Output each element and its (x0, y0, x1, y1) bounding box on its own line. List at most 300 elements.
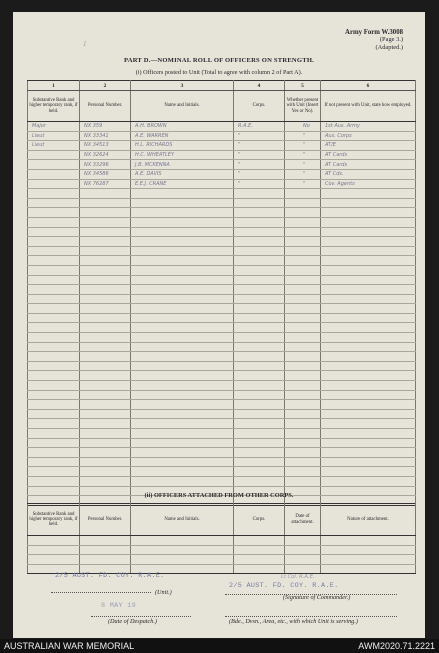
table-cell (321, 361, 416, 371)
table-cell (285, 275, 321, 285)
table-row (28, 150, 416, 160)
table-cell (28, 333, 80, 343)
table-cell (131, 381, 234, 391)
officers-on-strength-table (27, 80, 416, 506)
table-cell (234, 564, 285, 574)
table-cell (321, 419, 416, 429)
table-cell (28, 217, 80, 227)
table-cell (234, 457, 285, 467)
table-cell (80, 285, 131, 295)
table-cell (321, 555, 416, 565)
table-cell (234, 400, 285, 410)
table-row (28, 198, 416, 208)
table-cell (285, 381, 321, 391)
table-cell (321, 409, 416, 419)
date-stamp: 8 MAY 19 (101, 602, 137, 610)
table-cell (80, 419, 131, 429)
footer-bar (0, 639, 439, 653)
table-cell (285, 208, 321, 218)
table-cell (131, 275, 234, 285)
table-cell (321, 217, 416, 227)
table-cell (28, 169, 80, 179)
header-employment: If not present with Unit, state how employed. (321, 91, 416, 122)
table-cell (321, 390, 416, 400)
col-number: 2 (80, 81, 131, 91)
part-title: PART D.—NOMINAL ROLL OF OFFICERS ON STRENGTH. (124, 57, 314, 64)
table-cell (234, 536, 285, 546)
table-cell (285, 323, 321, 333)
table-row (28, 265, 416, 275)
table-cell: H.L. RICHARDS (131, 141, 234, 151)
table-cell (285, 536, 321, 546)
table-row (28, 381, 416, 391)
table-cell (28, 448, 80, 458)
commander-stamp: 2/5 AUST. FD. COY. R.A.E. (229, 582, 339, 590)
table-cell (321, 198, 416, 208)
table-cell: " (285, 179, 321, 189)
table-cell (234, 198, 285, 208)
table-cell (285, 448, 321, 458)
table-row (28, 400, 416, 410)
table-cell: NX 34513 (80, 141, 131, 151)
table-cell (28, 352, 80, 362)
table-cell (80, 227, 131, 237)
part-subtitle: (i) Officers posted to Unit (Total to agree with column 2 of Part A). (135, 69, 303, 76)
table-cell: " (234, 160, 285, 170)
table-row (28, 217, 416, 227)
table-cell (285, 352, 321, 362)
table-row (28, 409, 416, 419)
table-row (28, 390, 416, 400)
table-cell: R.A.E. (234, 122, 285, 132)
table-cell (285, 285, 321, 295)
table-row (28, 208, 416, 218)
table-cell: NX 32624 (80, 150, 131, 160)
table-cell (234, 217, 285, 227)
table-cell (285, 419, 321, 429)
table-cell (285, 237, 321, 247)
col-number: 5 (285, 81, 321, 91)
table-cell (80, 217, 131, 227)
table-cell (131, 313, 234, 323)
table-cell (131, 536, 234, 546)
table-cell (131, 352, 234, 362)
pencil-mark: 1 (83, 40, 87, 48)
table-cell (321, 342, 416, 352)
table-cell (28, 400, 80, 410)
table-cell (234, 371, 285, 381)
table-row (28, 361, 416, 371)
table-cell: " (285, 141, 321, 151)
table-cell (234, 467, 285, 477)
header-rank: Substantive Rank and higher temporary rank, if held. (28, 504, 80, 536)
table-cell (234, 555, 285, 565)
col-number: 3 (131, 81, 234, 91)
table-cell (131, 429, 234, 439)
table-cell: " (234, 131, 285, 141)
table-row (28, 342, 416, 352)
table-cell (234, 208, 285, 218)
column-header-row (28, 91, 416, 122)
table-cell (321, 476, 416, 486)
table-cell (80, 448, 131, 458)
table-cell (80, 323, 131, 333)
table-cell: " (234, 150, 285, 160)
table-cell (80, 467, 131, 477)
table-cell (234, 333, 285, 343)
attached-header-row (28, 504, 416, 536)
unit-line (51, 592, 151, 593)
table-cell: " (285, 131, 321, 141)
table-cell (28, 555, 80, 565)
table-cell (80, 256, 131, 266)
table-cell (321, 467, 416, 477)
table-row (28, 323, 416, 333)
table-cell (234, 352, 285, 362)
table-cell (131, 419, 234, 429)
table-cell (28, 160, 80, 170)
table-cell (321, 304, 416, 314)
header-corps: Corps. (234, 504, 285, 536)
table-cell: " (234, 141, 285, 151)
table-cell (131, 265, 234, 275)
table-cell (28, 150, 80, 160)
table-cell (80, 333, 131, 343)
unit-label: (Unit.) (155, 589, 172, 596)
table-row (28, 160, 416, 170)
table-row (28, 179, 416, 189)
table-cell (131, 237, 234, 247)
table-cell: " (285, 150, 321, 160)
table-cell: " (234, 179, 285, 189)
header-personal-number: Personal Number. (80, 504, 131, 536)
table-cell: NX 76287 (80, 179, 131, 189)
table-cell (80, 438, 131, 448)
table-cell: NX 34586 (80, 169, 131, 179)
table-cell (321, 208, 416, 218)
table-cell (131, 294, 234, 304)
table-cell (131, 361, 234, 371)
table-row (28, 333, 416, 343)
table-cell (234, 313, 285, 323)
table-cell (285, 476, 321, 486)
table-cell (234, 189, 285, 199)
table-cell (80, 409, 131, 419)
table-row (28, 438, 416, 448)
section-2-title: (ii) OFFICERS ATTACHED FROM OTHER CORPS. (144, 492, 294, 499)
table-cell (28, 275, 80, 285)
table-cell (321, 371, 416, 381)
table-cell: AT Cards (321, 160, 416, 170)
table-cell (80, 352, 131, 362)
table-cell (285, 545, 321, 555)
table-cell (234, 381, 285, 391)
table-cell (234, 438, 285, 448)
table-cell (234, 390, 285, 400)
table-cell (80, 457, 131, 467)
table-cell: E.E.J. CRANE (131, 179, 234, 189)
table-cell (285, 256, 321, 266)
table-cell (131, 198, 234, 208)
table-cell (321, 189, 416, 199)
table-cell: A.E. WARREN (131, 131, 234, 141)
footer-accession: AWM2020.71.2221 (358, 641, 435, 651)
table-cell (28, 381, 80, 391)
table-cell (80, 536, 131, 546)
form-page (13, 12, 425, 638)
table-cell (285, 409, 321, 419)
table-row (28, 285, 416, 295)
table-row (28, 275, 416, 285)
table-cell (28, 438, 80, 448)
table-cell: " (285, 160, 321, 170)
table-cell (80, 294, 131, 304)
table-cell (28, 390, 80, 400)
table-cell (131, 390, 234, 400)
table-cell (28, 198, 80, 208)
table-cell (131, 217, 234, 227)
table-cell (131, 457, 234, 467)
table-cell (131, 448, 234, 458)
table-cell (321, 448, 416, 458)
attached-table-body (28, 536, 416, 574)
table-cell (28, 208, 80, 218)
table-cell (234, 323, 285, 333)
table-cell (285, 438, 321, 448)
table-row (28, 457, 416, 467)
table-cell (321, 294, 416, 304)
table-cell (285, 198, 321, 208)
table-cell (234, 246, 285, 256)
table-row (28, 294, 416, 304)
table-cell (285, 457, 321, 467)
table-cell (234, 429, 285, 439)
table-cell (321, 545, 416, 555)
table-cell (28, 227, 80, 237)
table-cell (285, 400, 321, 410)
table-cell (28, 536, 80, 546)
footer-source: AUSTRALIAN WAR MEMORIAL (4, 641, 135, 651)
table-cell (321, 536, 416, 546)
header-present: Whether present with Unit (Insert Yes or No). (285, 91, 321, 122)
table-row (28, 352, 416, 362)
bde-line (225, 616, 397, 617)
table-cell (80, 275, 131, 285)
table-cell (321, 237, 416, 247)
table-cell (131, 256, 234, 266)
table-cell: NX 359 (80, 122, 131, 132)
commander-handwriting: Lt Col. R.A.E. (281, 574, 315, 580)
table-cell (234, 409, 285, 419)
col-number: 4 (234, 81, 285, 91)
table-cell (285, 361, 321, 371)
table-cell (28, 256, 80, 266)
table-row (28, 246, 416, 256)
table-cell (131, 285, 234, 295)
table-cell: J.B. MCKENNA (131, 160, 234, 170)
table-row (28, 371, 416, 381)
header-rank: Substantive Rank and higher temporary rank, if held. (28, 91, 80, 122)
column-number-row (28, 81, 416, 91)
table-cell (131, 545, 234, 555)
table-row (28, 313, 416, 323)
table-row (28, 131, 416, 141)
table-cell (28, 265, 80, 275)
table-cell (28, 304, 80, 314)
table-row (28, 256, 416, 266)
table-cell: " (234, 169, 285, 179)
table-cell (80, 429, 131, 439)
table-cell (285, 227, 321, 237)
table-cell (80, 555, 131, 565)
table-cell (234, 361, 285, 371)
form-adapted-note: (Adapted.) (375, 43, 403, 51)
table-cell (28, 179, 80, 189)
form-page-number: (Page 3.) (379, 36, 403, 44)
table-cell (80, 476, 131, 486)
table-cell (131, 246, 234, 256)
table-cell: Major (28, 122, 80, 132)
table-cell (321, 429, 416, 439)
table-cell (321, 285, 416, 295)
table-cell (28, 342, 80, 352)
form-identifier (345, 29, 403, 51)
table-cell (321, 438, 416, 448)
table-cell: NX 33341 (80, 131, 131, 141)
table-cell (28, 237, 80, 247)
table-cell (28, 313, 80, 323)
table-cell: 1st Aus. Army (321, 122, 416, 132)
table-cell: Lieut (28, 131, 80, 141)
table-cell: AT Cds. (321, 169, 416, 179)
table-cell (80, 381, 131, 391)
table-cell (28, 545, 80, 555)
col-number: 6 (321, 81, 416, 91)
table-cell (321, 265, 416, 275)
table-cell (321, 313, 416, 323)
table-cell (131, 208, 234, 218)
table-cell (131, 476, 234, 486)
header-corps: Corps. (234, 91, 285, 122)
table-cell (80, 342, 131, 352)
table-cell (285, 342, 321, 352)
table-cell (234, 448, 285, 458)
table-row (28, 419, 416, 429)
bde-label: (Bde., Dvsn., Area, etc., with which Unit is serving.) (229, 618, 358, 625)
table-cell (321, 457, 416, 467)
table-cell (28, 246, 80, 256)
table-row (28, 304, 416, 314)
table-cell (28, 361, 80, 371)
table-cell (321, 381, 416, 391)
table-cell (131, 400, 234, 410)
table-cell: AT/E (321, 141, 416, 151)
table-cell (131, 409, 234, 419)
table-row (28, 141, 416, 151)
table-cell (28, 371, 80, 381)
table-cell: A.E. DAVIS (131, 169, 234, 179)
table-cell (285, 390, 321, 400)
table-cell: AT Cards (321, 150, 416, 160)
table-cell (285, 333, 321, 343)
table-cell (28, 294, 80, 304)
table-cell (234, 265, 285, 275)
table-cell (321, 400, 416, 410)
table-cell (80, 237, 131, 247)
table-cell (28, 189, 80, 199)
table-row (28, 237, 416, 247)
table-cell (80, 390, 131, 400)
table-cell (321, 323, 416, 333)
table-cell (285, 189, 321, 199)
table-cell: NX 33296 (80, 160, 131, 170)
table-cell (80, 400, 131, 410)
table-cell (234, 294, 285, 304)
table-cell (234, 545, 285, 555)
table-cell (28, 409, 80, 419)
table-cell (234, 304, 285, 314)
table-row (28, 189, 416, 199)
table-cell (131, 189, 234, 199)
header-date-attachment: Date of attachment. (285, 504, 321, 536)
header-personal-number: Personal Number. (80, 91, 131, 122)
table-cell (28, 429, 80, 439)
table-cell (234, 342, 285, 352)
header-name: Name and Initials. (131, 91, 234, 122)
table-cell (131, 333, 234, 343)
table-cell (80, 361, 131, 371)
table-cell: Cov. Agents (321, 179, 416, 189)
header-name: Name and Initials. (131, 504, 234, 536)
table-cell (285, 555, 321, 565)
table-cell (28, 467, 80, 477)
table-cell (80, 304, 131, 314)
table-cell: H.C. WHEATLEY (131, 150, 234, 160)
table-cell: Lieut (28, 141, 80, 151)
table-cell (131, 323, 234, 333)
table-cell (28, 285, 80, 295)
table-cell (285, 467, 321, 477)
table-cell (131, 467, 234, 477)
table-cell (131, 371, 234, 381)
table-cell (285, 371, 321, 381)
table-row (28, 122, 416, 132)
table-cell (80, 246, 131, 256)
table-cell (80, 313, 131, 323)
commander-label: (Signature of Commander.) (283, 594, 351, 601)
table-cell (131, 227, 234, 237)
table-cell (285, 429, 321, 439)
table-cell (28, 457, 80, 467)
table-cell (80, 265, 131, 275)
table-row (28, 169, 416, 179)
table-cell (234, 275, 285, 285)
officers-table-body (28, 122, 416, 506)
table-cell (80, 198, 131, 208)
table-cell (28, 476, 80, 486)
table-cell (80, 371, 131, 381)
table-row (28, 536, 416, 546)
table-cell: A.H. BROWN (131, 122, 234, 132)
table-cell (321, 564, 416, 574)
table-row (28, 555, 416, 565)
table-cell (321, 227, 416, 237)
despatch-line (91, 616, 191, 617)
table-cell (234, 476, 285, 486)
table-cell (131, 342, 234, 352)
table-cell (321, 256, 416, 266)
attached-officers-table (27, 503, 416, 574)
